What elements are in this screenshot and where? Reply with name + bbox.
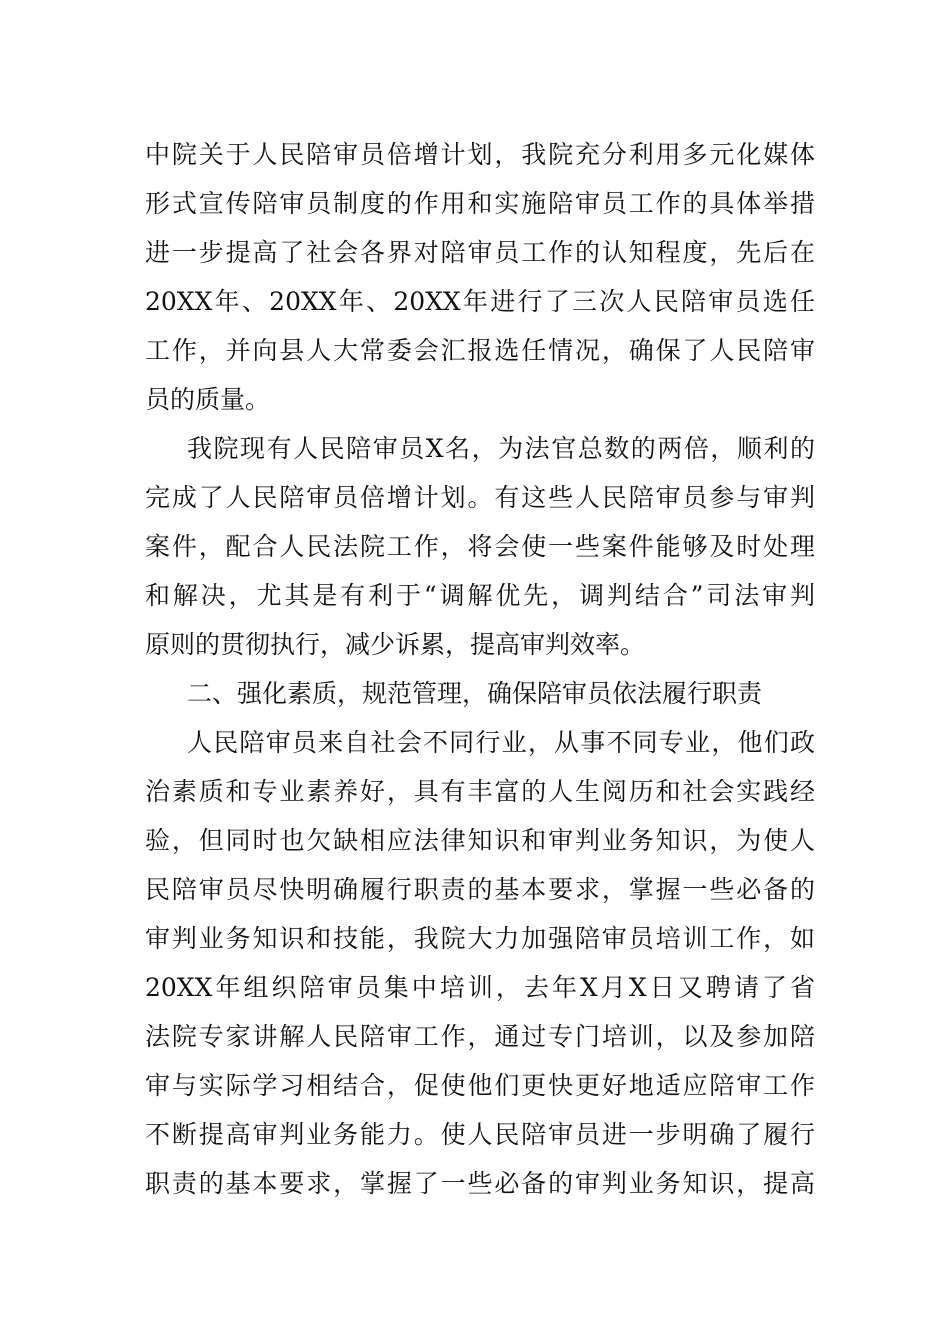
text-line: 职责的基本要求，掌握了一些必备的审判业务知识，提高 xyxy=(145,1169,815,1198)
paragraph-first-line: 人民陪审员来自社会不同行业，从事不同专业，他们政 xyxy=(187,728,815,757)
text-line: 20XX年组织陪审员集中培训，去年X月X日又聘请了省 xyxy=(145,973,815,1002)
text-line: 工作，并向县人大常委会汇报选任情况，确保了人民陪审 xyxy=(145,336,815,365)
text-line: 进一步提高了社会各界对陪审员工作的认知程度，先后在 xyxy=(145,238,815,267)
text-line: 验，但同时也欠缺相应法律知识和审判业务知识，为使人 xyxy=(145,826,815,855)
text-line: 案件，配合人民法院工作，将会使一些案件能够及时处理 xyxy=(145,532,815,561)
text-line: 形式宣传陪审员制度的作用和实施陪审员工作的具体举措 xyxy=(145,189,815,218)
text-line: 员的质量。 xyxy=(145,385,271,414)
text-line: 法院专家讲解人民陪审工作，通过专门培训，以及参加陪 xyxy=(145,1022,815,1051)
text-line: 原则的贯彻执行，减少诉累，提高审判效率。 xyxy=(145,630,646,659)
section-heading: 二、强化素质，规范管理，确保陪审员依法履行职责 xyxy=(187,679,763,708)
text-line: 不断提高审判业务能力。使人民陪审员进一步明确了履行 xyxy=(145,1120,815,1149)
text-line: 民陪审员尽快明确履行职责的基本要求，掌握一些必备的 xyxy=(145,875,815,904)
text-line: 治素质和专业素养好，具有丰富的人生阅历和社会实践经 xyxy=(145,777,815,806)
text-line: 审与实际学习相结合，促使他们更快更好地适应陪审工作 xyxy=(145,1071,815,1100)
text-line: 中院关于人民陪审员倍增计划，我院充分利用多元化媒体 xyxy=(145,140,815,169)
text-line: 和解决，尤其是有利于“调解优先，调判结合”司法审判 xyxy=(145,581,815,610)
text-line: 审判业务知识和技能，我院大力加强陪审员培训工作，如 xyxy=(145,924,815,953)
paragraph-first-line: 我院现有人民陪审员X名，为法官总数的两倍，顺利的 xyxy=(187,434,815,463)
text-line: 完成了人民陪审员倍增计划。有这些人民陪审员参与审判 xyxy=(145,483,815,512)
text-line: 20XX年、20XX年、20XX年进行了三次人民陪审员选任 xyxy=(145,287,815,316)
